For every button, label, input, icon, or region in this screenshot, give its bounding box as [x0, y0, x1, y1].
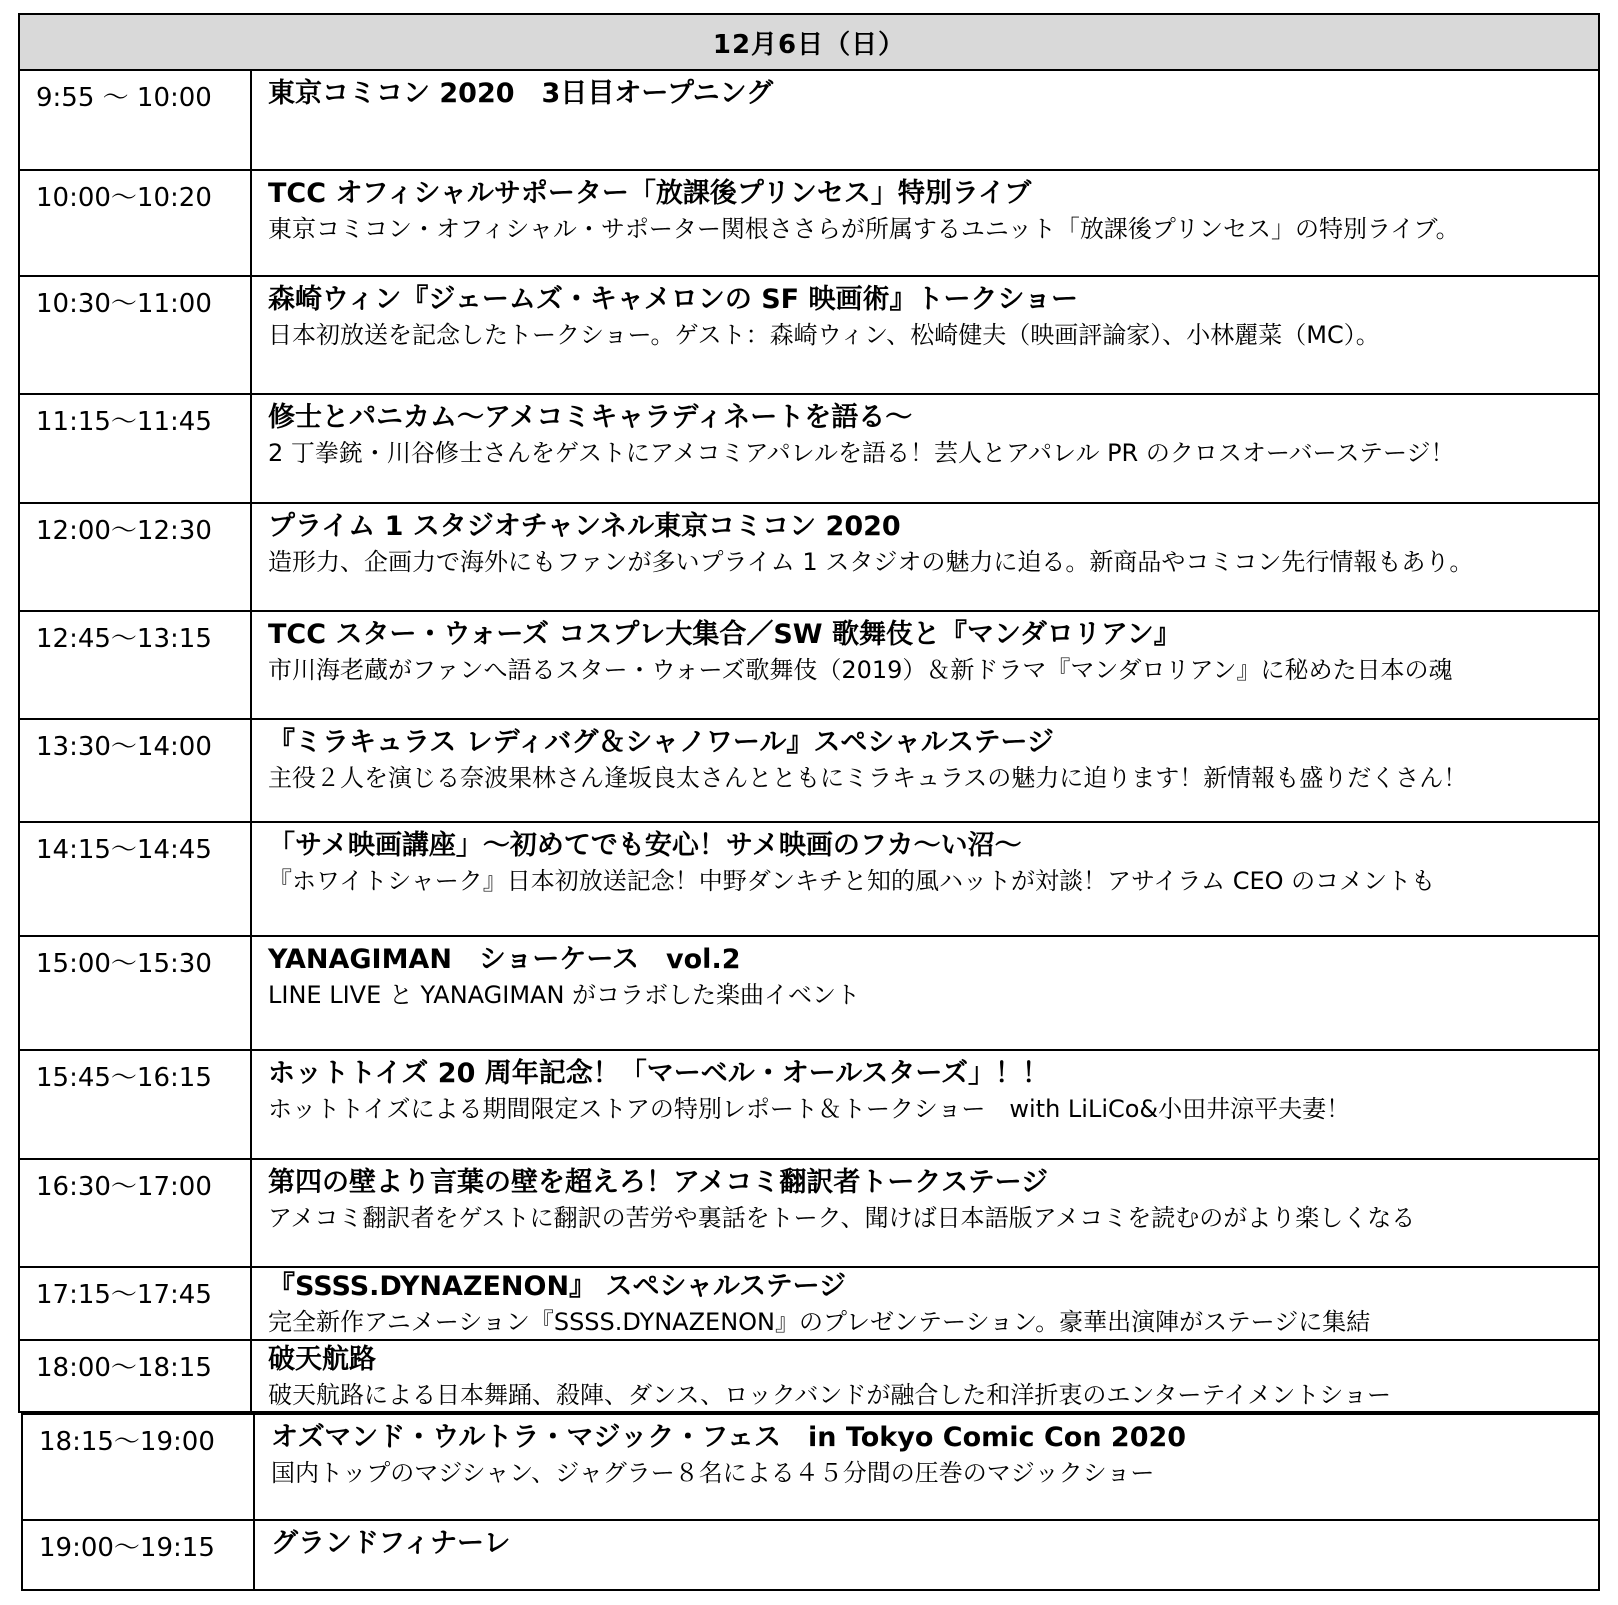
event-description: アメコミ翻訳者をゲストに翻訳の苦労や裏話をトーク、聞けば日本語版アメコミを読むのがより楽しくなる	[268, 1204, 1416, 1232]
event-title: 修士とパニカム～アメコミキャラディネートを語る～	[268, 402, 913, 433]
event-description: 造形力、企画力で海外にもファンが多いプライム 1 スタジオの魅力に迫る。新商品やコミコン先行情報もあり。	[268, 548, 1474, 576]
event-title: グランドフィナーレ	[271, 1528, 511, 1559]
schedule-row	[18, 1268, 1600, 1341]
schedule-row	[18, 1160, 1600, 1268]
event-cell	[252, 1268, 1598, 1339]
schedule-row	[21, 1521, 1600, 1591]
event-title: TCC スター・ウォーズ コスプレ大集合／SW 歌舞伎と『マンダロリアン』	[268, 619, 1181, 650]
event-cell	[252, 612, 1598, 718]
event-title: 「サメ映画講座」～初めてでも安心！サメ映画のフカ～い沼～	[268, 830, 1022, 861]
event-title: TCC オフィシャルサポーター「放課後プリンセス」特別ライブ	[268, 178, 1032, 209]
time-cell: 15:00～15:30	[20, 937, 252, 1049]
event-title: 『SSSS.DYNAZENON』 スペシャルステージ	[268, 1271, 847, 1302]
event-description: 『ホワイトシャーク』日本初放送記念！中野ダンキチと知的風ハットが対談！アサイラム CEO のコメントも	[268, 867, 1436, 895]
schedule-table	[18, 13, 1600, 1591]
event-title: プライム 1 スタジオチャンネル東京コミコン 2020	[268, 511, 901, 542]
schedule-row	[18, 937, 1600, 1051]
schedule-row	[18, 277, 1600, 395]
event-description: 東京コミコン・オフィシャル・サポーター関根ささらが所属するユニット「放課後プリンセス」の特別ライブ。	[268, 215, 1460, 243]
time-cell: 12:00～12:30	[20, 504, 252, 610]
schedule-row	[21, 1413, 1600, 1521]
time-cell: 14:15～14:45	[20, 823, 252, 935]
event-description: 市川海老蔵がファンへ語るスター・ウォーズ歌舞伎（2019）＆新ドラマ『マンダロリアン』に秘めた日本の魂	[268, 656, 1453, 684]
event-title: 森崎ウィン『ジェームズ・キャメロンの SF 映画術』トークショー	[268, 284, 1078, 315]
event-description: 完全新作アニメーション『SSSS.DYNAZENON』のプレゼンテーション。豪華出演陣がステージに集結	[268, 1308, 1371, 1336]
schedule-row	[18, 171, 1600, 277]
time-cell: 12:45～13:15	[20, 612, 252, 718]
event-title: YANAGIMAN ショーケース vol.2	[268, 944, 741, 975]
time-cell: 15:45～16:15	[20, 1051, 252, 1158]
schedule-row	[18, 1051, 1600, 1160]
event-cell	[252, 277, 1598, 393]
time-cell: 16:30～17:00	[20, 1160, 252, 1266]
time-cell: 10:30～11:00	[20, 277, 252, 393]
event-title: ホットトイズ 20 周年記念！「マーベル・オールスターズ」！！	[268, 1058, 1050, 1089]
event-title: 破天航路	[268, 1344, 376, 1375]
event-description: 破天航路による日本舞踊、殺陣、ダンス、ロックバンドが融合した和洋折衷のエンターテイメントショー	[268, 1381, 1391, 1409]
schedule-row	[18, 1341, 1600, 1413]
schedule-row	[18, 395, 1600, 504]
time-cell: 17:15～17:45	[20, 1268, 252, 1339]
schedule-row	[18, 823, 1600, 937]
schedule-row	[18, 612, 1600, 720]
schedule-row	[18, 71, 1600, 171]
event-description: 2 丁拳銃・川谷修士さんをゲストにアメコミアパレルを語る！芸人とアパレル PR のクロスオーバーステージ！	[268, 439, 1455, 467]
event-cell	[252, 823, 1598, 935]
event-description: 日本初放送を記念したトークショー。ゲスト：森崎ウィン、松崎健夫（映画評論家）、小林麗菜（MC）。	[268, 321, 1380, 349]
schedule-row	[18, 504, 1600, 612]
time-cell: 18:00～18:15	[20, 1341, 252, 1411]
time-cell: 18:15～19:00	[23, 1415, 255, 1519]
event-title: オズマンド・ウルトラ・マジック・フェス in Tokyo Comic Con 2020	[271, 1422, 1187, 1453]
time-cell: 13:30～14:00	[20, 720, 252, 821]
event-cell	[252, 171, 1598, 275]
event-cell	[255, 1415, 1598, 1519]
event-description: 国内トップのマジシャン、ジャグラー８名による４５分間の圧巻のマジックショー	[271, 1459, 1155, 1487]
time-cell: 10:00～10:20	[20, 171, 252, 275]
time-cell: 19:00～19:15	[23, 1521, 255, 1589]
event-cell	[252, 71, 1598, 169]
date-header: 12月6日（日）	[18, 13, 1600, 71]
schedule-row	[18, 720, 1600, 823]
event-cell	[252, 720, 1598, 821]
event-cell	[252, 1160, 1598, 1266]
event-cell	[255, 1521, 1598, 1589]
event-cell	[252, 504, 1598, 610]
event-title: 『ミラキュラス レディバグ＆シャノワール』スペシャルステージ	[268, 727, 1054, 758]
event-cell	[252, 395, 1598, 502]
time-cell: 9:55 ～ 10:00	[20, 71, 252, 169]
event-cell	[252, 1051, 1598, 1158]
event-cell	[252, 1341, 1598, 1411]
event-title: 東京コミコン 2020 3日目オープニング	[268, 78, 774, 109]
event-title: 第四の壁より言葉の壁を超えろ！アメコミ翻訳者トークステージ	[268, 1167, 1049, 1198]
event-description: 主役２人を演じる奈波果林さん逢坂良太さんとともにミラキュラスの魅力に迫ります！新情報も盛りだくさん！	[268, 764, 1468, 792]
event-cell	[252, 937, 1598, 1049]
time-cell: 11:15～11:45	[20, 395, 252, 502]
event-description: LINE LIVE と YANAGIMAN がコラボした楽曲イベント	[268, 981, 861, 1009]
event-description: ホットトイズによる期間限定ストアの特別レポート＆トークショー with LiLiCo&小田井涼平夫妻！	[268, 1095, 1351, 1123]
